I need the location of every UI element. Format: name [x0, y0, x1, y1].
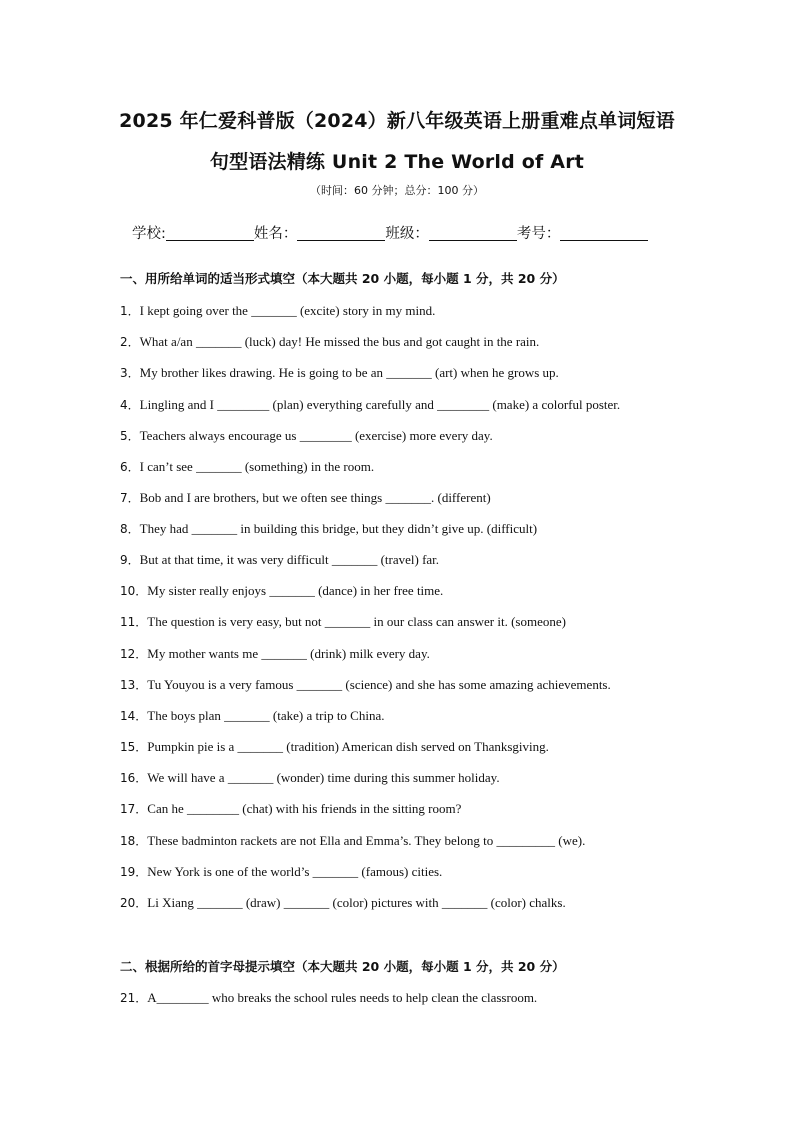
question-16 — [120, 769, 500, 786]
question-text: But at that time, it was very difficult _______ (travel) far. — [139, 552, 440, 567]
question-text: Lingling and I ________ (plan) everything carefully and ________ (make) a colorful poster. — [139, 397, 621, 412]
question-number: 14． — [120, 709, 148, 723]
title-line-2: 句型语法精练 Unit 2 The World of Art — [209, 151, 585, 173]
question-number: 2． — [120, 335, 140, 349]
question-text: A________ who breaks the school rules needs to help clean the classroom. — [147, 990, 538, 1005]
question-text: I can’t see _______ (something) in the room. — [139, 459, 375, 474]
question-number: 7． — [120, 491, 140, 505]
class-blank[interactable] — [429, 224, 517, 241]
question-4 — [120, 396, 620, 413]
question-number: 8． — [120, 522, 140, 536]
question-1 — [120, 302, 435, 319]
question-18 — [120, 832, 585, 849]
question-number: 13． — [120, 678, 148, 692]
question-text: Teachers always encourage us ________ (exercise) more every day. — [139, 428, 493, 443]
question-text: My brother likes drawing. He is going to be an _______ (art) when he grows up. — [139, 365, 559, 380]
name-blank[interactable] — [297, 224, 385, 241]
question-text: They had _______ in building this bridge, but they didn’t give up. (difficult) — [139, 521, 538, 536]
question-2 — [120, 333, 539, 350]
question-number: 10． — [120, 584, 148, 598]
question-text: What a/an _______ (luck) day! He missed the bus and got caught in the rain. — [139, 334, 540, 349]
question-text: New York is one of the world’s _______ (famous) cities. — [147, 864, 443, 879]
question-6 — [120, 458, 374, 475]
question-text: These badminton rackets are not Ella and Emma’s. They belong to _________ (we). — [147, 833, 586, 848]
id-blank[interactable] — [560, 224, 648, 241]
question-19 — [120, 863, 442, 880]
question-15 — [120, 738, 549, 755]
question-number: 19． — [120, 865, 148, 879]
question-text: Can he ________ (chat) with his friends in the sitting room? — [147, 801, 462, 816]
section-1-header: 一、用所给单词的适当形式填空（本大题共 20 小题，每小题 1 分，共 20 分） — [120, 271, 565, 286]
question-20 — [120, 894, 566, 911]
question-3 — [120, 364, 559, 381]
question-12 — [120, 645, 430, 662]
question-text: Tu Youyou is a very famous _______ (science) and she has some amazing achievements. — [147, 677, 611, 692]
question-17 — [120, 800, 461, 817]
exam-time-score: （时间：60 分钟；总分：100 分） — [310, 184, 484, 197]
section-2-header: 二、根据所给的首字母提示填空（本大题共 20 小题，每小题 1 分，共 20 分） — [120, 959, 565, 974]
question-13 — [120, 676, 611, 693]
question-number: 6． — [120, 460, 140, 474]
question-9 — [120, 551, 439, 568]
question-number: 4． — [120, 398, 140, 412]
question-text: Li Xiang _______ (draw) _______ (color) pictures with _______ (color) chalks. — [147, 895, 566, 910]
school-label: 学校: — [132, 226, 166, 242]
question-number: 5． — [120, 429, 140, 443]
question-number: 17． — [120, 802, 148, 816]
question-text: Pumpkin pie is a _______ (tradition) American dish served on Thanksgiving. — [147, 739, 549, 754]
question-11 — [120, 613, 566, 630]
id-label: 考号： — [516, 226, 561, 242]
question-number: 20． — [120, 896, 148, 910]
student-info-row — [132, 222, 692, 243]
question-14 — [120, 707, 384, 724]
question-number: 18． — [120, 834, 148, 848]
question-number: 9． — [120, 553, 140, 567]
question-number: 3． — [120, 366, 140, 380]
question-text: The boys plan _______ (take) a trip to China. — [147, 708, 385, 723]
name-label: 姓名： — [253, 226, 298, 242]
question-7 — [120, 489, 491, 506]
title-line-1: 2025 年仁爱科普版（2024）新八年级英语上册重难点单词短语 — [119, 110, 675, 132]
question-number: 12． — [120, 647, 148, 661]
question-10 — [120, 582, 443, 599]
class-label: 班级： — [385, 226, 429, 242]
question-number: 1． — [120, 304, 140, 318]
question-text: I kept going over the _______ (excite) story in my mind. — [139, 303, 436, 318]
question-21 — [120, 989, 537, 1006]
question-text: Bob and I are brothers, but we often see things _______. (different) — [139, 490, 491, 505]
question-text: My mother wants me _______ (drink) milk every day. — [147, 646, 430, 661]
question-number: 15． — [120, 740, 148, 754]
question-number: 11． — [120, 615, 148, 629]
question-text: My sister really enjoys _______ (dance) in her free time. — [147, 583, 444, 598]
school-blank[interactable] — [166, 224, 254, 241]
question-8 — [120, 520, 537, 537]
question-5 — [120, 427, 493, 444]
question-text: We will have a _______ (wonder) time during this summer holiday. — [147, 770, 500, 785]
question-number: 16． — [120, 771, 148, 785]
question-text: The question is very easy, but not _______ in our class can answer it. (someone) — [147, 614, 566, 629]
question-number: 21． — [120, 991, 148, 1005]
